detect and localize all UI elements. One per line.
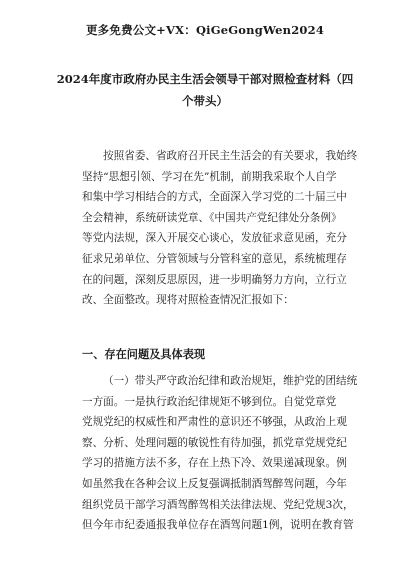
subsection-line: 但今年市纪委通报我单位存在酒驾问题1例，说明在教育管 — [82, 519, 354, 532]
intro-line: 改、全面整改。现将对照检查情况汇报如下： — [82, 294, 294, 307]
intro-paragraph — [82, 146, 358, 311]
section-heading: 一、存在问题及具体表现 — [82, 347, 206, 361]
subsection-line: 如虽然我在各种会议上反复强调抵制酒驾醉驾问题，今年 — [82, 477, 347, 490]
subsection-line: 组织党员干部学习酒驾醉驾相关法律法规、党纪党规3次， — [82, 498, 354, 511]
document-title — [40, 68, 370, 112]
subsection-paragraph — [82, 371, 358, 536]
intro-line: 等党内法规，深入开展交心谈心，发放征求意见函，充分 — [82, 232, 347, 245]
intro-line: 在的问题，深刻反思原因，进一步明确努力方向，立行立 — [82, 273, 347, 286]
subsection-line: 学习的措施方法不多，存在上热下冷、效果递减现象。例 — [82, 457, 347, 470]
intro-line: 坚持“思想引领、学习在先”机制，前期我采取个人自学 — [82, 170, 337, 183]
watermark-header: 更多免费公文+VX：QiGeGongWen2024 — [85, 23, 325, 37]
subsection-line: 察、分析、处理问题的敏锐性有待加强，抓党章党规党纪 — [82, 436, 347, 449]
intro-line: 按照省委、省政府召开民主生活会的有关要求，我始终 — [103, 150, 358, 162]
subsection-line: 一方面。一是执行政治纪律规矩不够到位。自觉党章党 — [82, 395, 337, 408]
document-title-line-1: 2024年度市政府办民主生活会领导干部对照检查材料（四 — [56, 72, 354, 86]
intro-line: 征求兄弟单位、分管领域与分管科室的意见，系统梳理存 — [82, 252, 347, 265]
subsection-line: （一）带头严守政治纪律和政治规矩，维护党的团结统 — [103, 375, 358, 387]
intro-line: 和集中学习相结合的方式，全面深入学习党的二十届三中 — [82, 191, 347, 204]
subsection-line: 党规党纪的权威性和严肃性的意识还不够强，从政治上观 — [82, 416, 347, 429]
document-title-line-2: 个带头） — [182, 94, 228, 108]
intro-line: 全会精神，系统研读党章、《中国共产党纪律处分条例》 — [82, 211, 342, 224]
